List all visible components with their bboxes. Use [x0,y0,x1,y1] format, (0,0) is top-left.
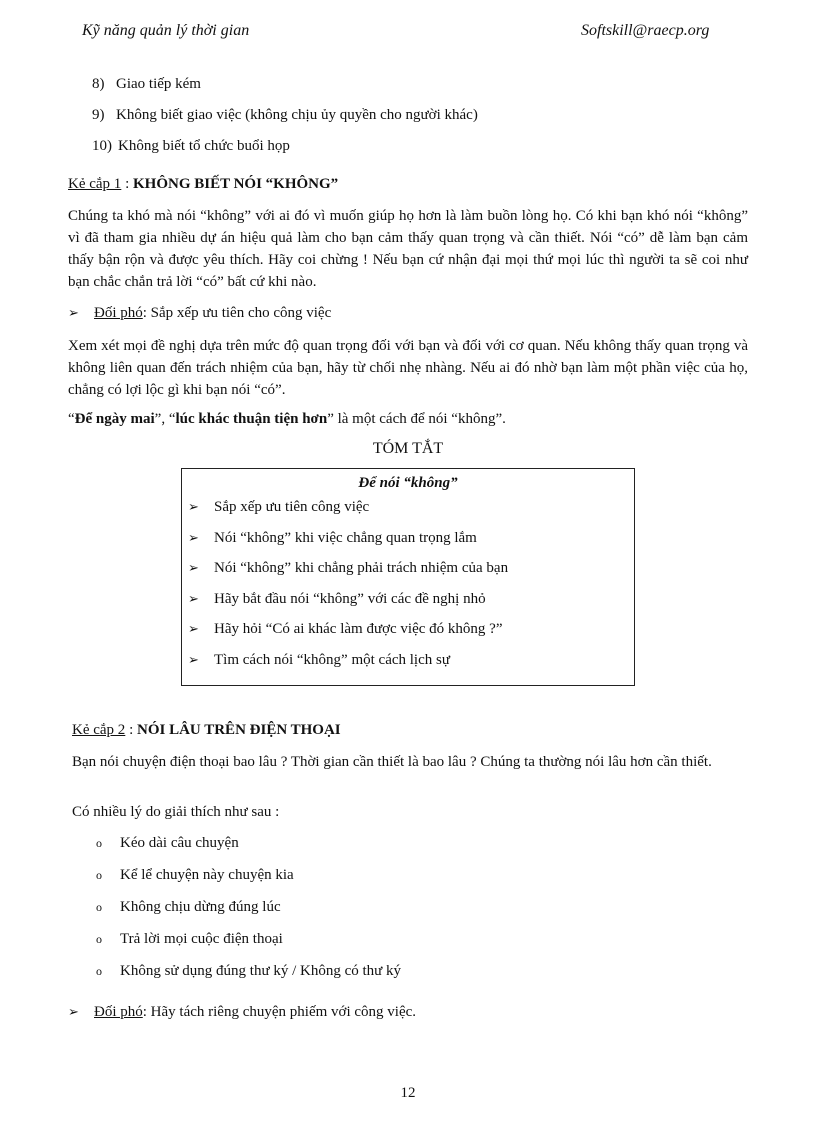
item-text: Giao tiếp kém [116,76,201,92]
arrow-bullet-icon: ➢ [188,529,199,545]
circle-bullet-icon: o [96,900,102,914]
circle-bullet-icon: o [96,932,102,946]
summary-item-text: Nói “không” khi chẳng phải trách nhiệm của bạn [214,560,509,576]
item-number: 10) [92,138,112,154]
quote-mid: ”, “ [154,411,176,427]
summary-item [182,530,634,561]
section1-title: KHÔNG BIẾT NÓI “KHÔNG” [132,176,339,192]
section1-paragraph-1: Chúng ta khó mà nói “không” với ai đó vì muốn giúp họ hơn là làm buồn lòng họ. Có khi bạn khó nói “không” vì đã tham gia nhiều dự án hiệu quả làm cho bạn cảm thấy quan trọng và cần thiết. Nói “có” dễ làm bạn cảm thấy bận rộn và được yêu thích. Hãy coi chừng ! Nếu bạn cứ nhận đại mọi thứ mọi lúc thì người ta sẽ coi như bạn chắc chắn trả lời “có” bất cứ khi nào. [68,208,748,290]
summary-item-text: Tìm cách nói “không” một cách lịch sự [214,651,450,668]
arrow-bullet-icon: ➢ [188,499,199,514]
quote-open: “ [68,411,75,427]
list-item [92,103,592,134]
quote-end: ” là một cách để nói “không”. [327,411,506,427]
item-text: Không biết giao việc (không chịu ủy quyền cho người khác) [116,107,478,123]
list-item [92,72,592,103]
section2-heading [72,722,341,739]
section1-sep: : [121,176,133,192]
arrow-bullet-icon: ➢ [188,651,199,667]
section2-paragraph-1: Bạn nói chuyện điện thoại bao lâu ? Thời gian cần thiết là bao lâu ? Chúng ta thường nói lâu hơn cần thiết. [72,754,712,770]
reason-text: Trả lời mọi cuộc điện thoại [120,931,283,947]
section2-coping [68,1004,416,1021]
quote-bold-2: lúc khác thuận tiện hơn [175,411,328,427]
item-number: 8) [92,76,105,92]
coping-text: : Sắp xếp ưu tiên cho công việc [142,305,332,321]
summary-box-title: Để nói “không” [358,475,458,491]
summary-item-text: Hãy hỏi “Có ai khác làm được việc đó không ?” [214,621,503,637]
reason-text: Không sử dụng đúng thư ký / Không có thư ký [120,963,402,979]
item-number: 9) [92,107,105,123]
arrow-bullet-icon: ➢ [68,1004,79,1019]
section2-paragraph-2: Có nhiều lý do giải thích như sau : [72,804,280,820]
summary-item [182,591,634,622]
section2-label: Kẻ cắp 2 [72,722,126,738]
coping-text: : Hãy tách riêng chuyện phiếm với công việc. [142,1004,417,1020]
list-item [96,899,401,931]
list-item [96,963,401,995]
circle-bullet-icon: o [96,836,102,850]
section1-coping [68,305,331,322]
circle-bullet-icon: o [96,964,102,978]
summary-item-text: Hãy bắt đầu nói “không” với các đề nghị nhỏ [214,590,486,607]
section1-heading [68,176,338,193]
header-email: Softskill@raecp.org [581,22,710,39]
page-number: 12 [400,1085,416,1101]
arrow-bullet-icon: ➢ [188,590,199,606]
header-title: Kỹ năng quản lý thời gian [82,22,250,39]
list-item [96,931,401,963]
summary-item-text: Nói “không” khi việc chẳng quan trọng lắm [214,529,477,546]
list-item [96,867,401,899]
section1-paragraph-2: Xem xét mọi đề nghị dựa trên mức độ quan trọng đối với bạn và đối với cơ quan. Nếu không thấy quan trọng và không liên quan đến trách nhiệm của bạn, hãy từ chối nhẹ nhàng. Nếu ai đó nhờ bạn làm một phần việc của họ, chẳng có lợi lộc gì khi bạn nói “có”. [68,338,748,398]
reason-text: Kể lể chuyện này chuyện kia [120,867,294,883]
section1-label: Kẻ cắp 1 [68,176,122,192]
circle-bullet-icon: o [96,868,102,882]
arrow-bullet-icon: ➢ [68,305,79,320]
item-text: Không biết tổ chức buổi họp [118,138,290,154]
summary-item [182,499,634,530]
reasons-list [96,835,401,995]
reason-text: Không chịu dừng đúng lúc [120,899,281,915]
section2-sep: : [125,722,137,738]
summary-title: TÓM TẮT [372,440,444,457]
quote-bold-1: Để ngày mai [74,411,155,427]
numbered-list [92,72,592,165]
list-item [92,134,592,165]
summary-box [181,468,635,686]
summary-item [182,560,634,591]
coping-label: Đối phó [94,305,143,321]
arrow-bullet-icon: ➢ [188,621,199,636]
section2-title: NÓI LÂU TRÊN ĐIỆN THOẠI [136,722,341,738]
list-item [96,835,401,867]
quote-line [68,411,506,428]
summary-item-text: Sắp xếp ưu tiên công việc [214,499,370,515]
reason-text: Kéo dài câu chuyện [120,835,239,851]
coping-label: Đối phó [94,1004,143,1020]
summary-item [182,652,634,683]
summary-item [182,621,634,652]
arrow-bullet-icon: ➢ [188,560,199,575]
